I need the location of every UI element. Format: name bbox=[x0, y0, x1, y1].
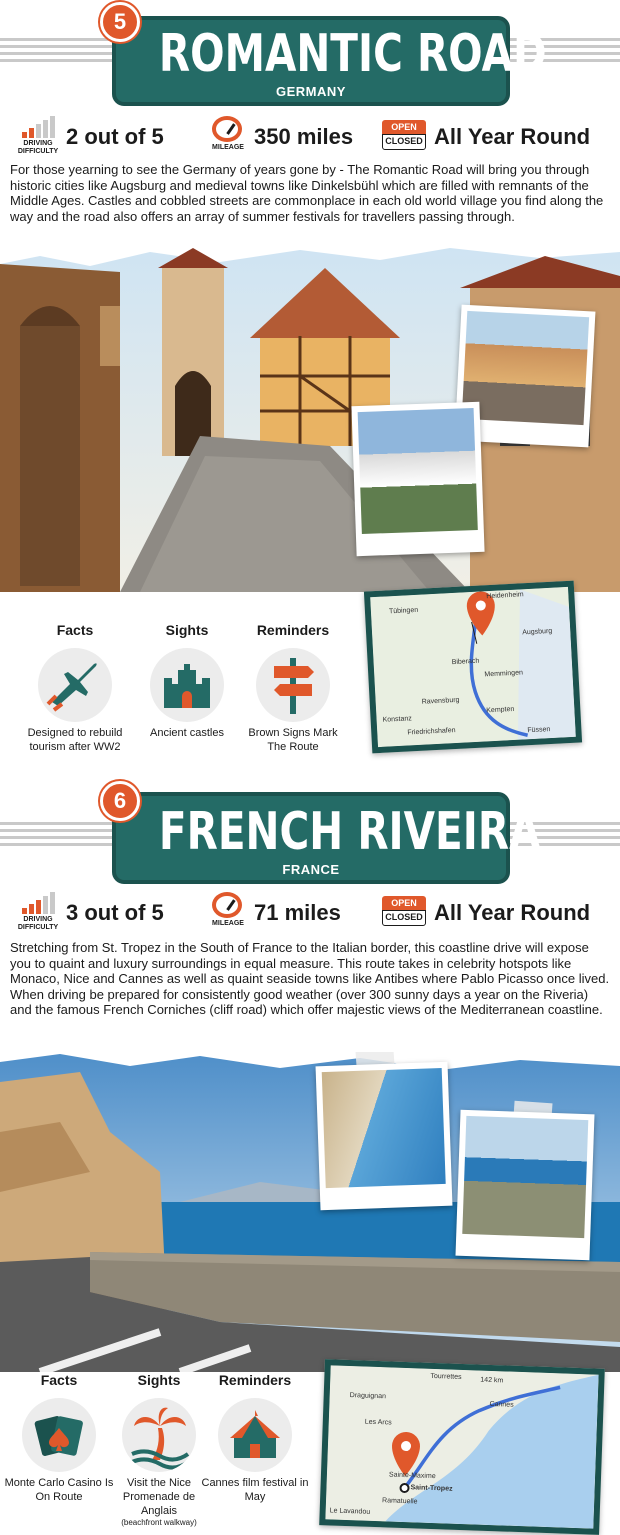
facts-sights-reminders bbox=[20, 622, 360, 772]
photo-polaroid-corniche bbox=[455, 1110, 594, 1261]
facts-heading: Facts bbox=[56, 622, 94, 638]
facts-caption: Monte Carlo Casino Is On Route bbox=[4, 1477, 114, 1503]
map-town: Kempten bbox=[486, 705, 515, 715]
closed-label: CLOSED bbox=[382, 910, 426, 926]
map-town: Ramatuelle bbox=[381, 1497, 418, 1506]
sights-heading: Sights bbox=[165, 622, 209, 638]
sights-column bbox=[104, 1372, 214, 1528]
reminders-heading: Reminders bbox=[218, 1372, 292, 1388]
photo-polaroid-promenade bbox=[316, 1062, 453, 1211]
mileage-label: MILEAGE bbox=[212, 144, 244, 151]
map-town: Ravensburg bbox=[421, 696, 460, 706]
section-description: Stretching from St. Tropez in the South of France to the Italian border, this coastline drive will expose you to quaint and luxury surroundings in equal measure. This route takes in celebrity hotspots like Monaco, Nice and Cannes as well as quaint seaside towns like Antibes where Pablo Picasso once lived. When driving be prepared for consistently good weather (over 300 sunny days a year on the Riveria) and the famous French Corniches (cliff road) which offer majestic views of the Mediterranean coastline. bbox=[10, 940, 610, 1017]
difficulty-value: 3 out of 5 bbox=[66, 900, 164, 925]
festival-tent-icon bbox=[218, 1398, 292, 1472]
street-photo bbox=[0, 246, 620, 592]
difficulty-stat bbox=[14, 116, 184, 156]
reminders-column bbox=[200, 1372, 310, 1504]
stats-row bbox=[14, 116, 614, 156]
stats-row bbox=[14, 892, 614, 932]
fighter-jet-icon bbox=[38, 648, 112, 722]
open-label: OPEN bbox=[382, 120, 426, 134]
facts-sights-reminders bbox=[4, 1372, 344, 1532]
facts-caption: Designed to rebuild tourism after WW2 bbox=[27, 727, 123, 753]
map-town: Friedrichshafen bbox=[407, 727, 456, 737]
section-number-badge: 5 bbox=[100, 2, 140, 42]
signpost-icon bbox=[256, 648, 330, 722]
section-number-badge: 6 bbox=[100, 781, 140, 821]
speedometer-icon bbox=[206, 892, 250, 932]
difficulty-stat bbox=[14, 892, 184, 932]
closed-label: CLOSED bbox=[382, 134, 426, 150]
sights-caption: Visit the Nice Promenade de Anglais bbox=[122, 1477, 196, 1517]
section-country: GERMANY bbox=[276, 84, 346, 99]
sights-caption-note: (beachfront walkway) bbox=[121, 1518, 197, 1527]
section-country: FRANCE bbox=[282, 862, 340, 877]
section-french-riviera bbox=[0, 778, 620, 1535]
map-town: Sainte-Maxime bbox=[388, 1471, 436, 1481]
season-stat bbox=[382, 116, 612, 156]
difficulty-label: DRIVING DIFFICULTY bbox=[17, 916, 59, 931]
mileage-value: 71 miles bbox=[254, 900, 341, 925]
difficulty-value: 2 out of 5 bbox=[66, 124, 164, 149]
map-town: Les Arcs bbox=[364, 1418, 392, 1427]
difficulty-icon bbox=[14, 892, 62, 932]
difficulty-label: DRIVING DIFFICULTY bbox=[17, 140, 59, 155]
castle-icon bbox=[150, 648, 224, 722]
map-town: Tübingen bbox=[388, 606, 419, 616]
photo-polaroid-castle bbox=[351, 402, 484, 556]
season-stat bbox=[382, 892, 612, 932]
map-town: Heidenheim bbox=[486, 591, 524, 601]
mileage-label: MILEAGE bbox=[212, 920, 244, 927]
section-title: ROMANTIC ROAD bbox=[158, 24, 547, 84]
facts-column bbox=[4, 1372, 114, 1504]
section-description: For those yearning to see the Germany of years gone by - The Romantic Road will bring you through historic cities like Augsburg and medieval towns like Dinkelsbühl which are filled with remnants of the Middle Ages. Castles and cobbled streets are commonplace in each old world village you find along the way and the road also offers an array of summer festivals for travellers passing through. bbox=[10, 162, 604, 224]
map-town: 142 km bbox=[480, 1376, 504, 1385]
title-banner bbox=[112, 792, 541, 884]
open-label: OPEN bbox=[382, 896, 426, 910]
sights-heading: Sights bbox=[137, 1372, 181, 1388]
map-town: Biberach bbox=[451, 657, 480, 667]
map-town: Cannes bbox=[489, 1400, 514, 1409]
map-town: Tourrettes bbox=[430, 1372, 462, 1381]
map-town: Draguignan bbox=[349, 1392, 387, 1401]
playing-cards-icon bbox=[22, 1398, 96, 1472]
map-town: Le Lavandou bbox=[329, 1507, 371, 1516]
reminders-caption: Brown Signs Mark The Route bbox=[248, 727, 338, 753]
sights-column bbox=[132, 622, 242, 740]
map-town: Konstanz bbox=[382, 715, 412, 724]
map-town: Füssen bbox=[527, 726, 551, 735]
mileage-stat bbox=[206, 116, 376, 156]
section-title: FRENCH RIVEIRA bbox=[158, 802, 541, 862]
facts-heading: Facts bbox=[40, 1372, 78, 1388]
difficulty-icon bbox=[14, 116, 62, 156]
coast-photo bbox=[0, 1052, 620, 1372]
route-map bbox=[319, 1359, 605, 1535]
mileage-value: 350 miles bbox=[254, 124, 354, 149]
mileage-stat bbox=[206, 892, 376, 932]
title-banner bbox=[112, 16, 547, 106]
speedometer-icon bbox=[206, 116, 250, 156]
route-map bbox=[364, 581, 582, 754]
palm-tree-icon bbox=[122, 1398, 196, 1472]
map-town: Augsburg bbox=[522, 627, 553, 637]
open-closed-sign-icon bbox=[382, 896, 426, 928]
open-closed-sign-icon bbox=[382, 120, 426, 152]
sights-caption: Ancient castles bbox=[150, 727, 224, 739]
map-town: Memmingen bbox=[484, 669, 524, 679]
reminders-column bbox=[238, 622, 348, 754]
season-value: All Year Round bbox=[434, 124, 591, 149]
reminders-heading: Reminders bbox=[256, 622, 330, 638]
map-town: Saint-Tropez bbox=[410, 1484, 453, 1493]
map-route-line bbox=[325, 1365, 598, 1528]
season-value: All Year Round bbox=[434, 900, 591, 925]
facts-column bbox=[20, 622, 130, 754]
reminders-caption: Cannes film festival in May bbox=[201, 1477, 309, 1503]
